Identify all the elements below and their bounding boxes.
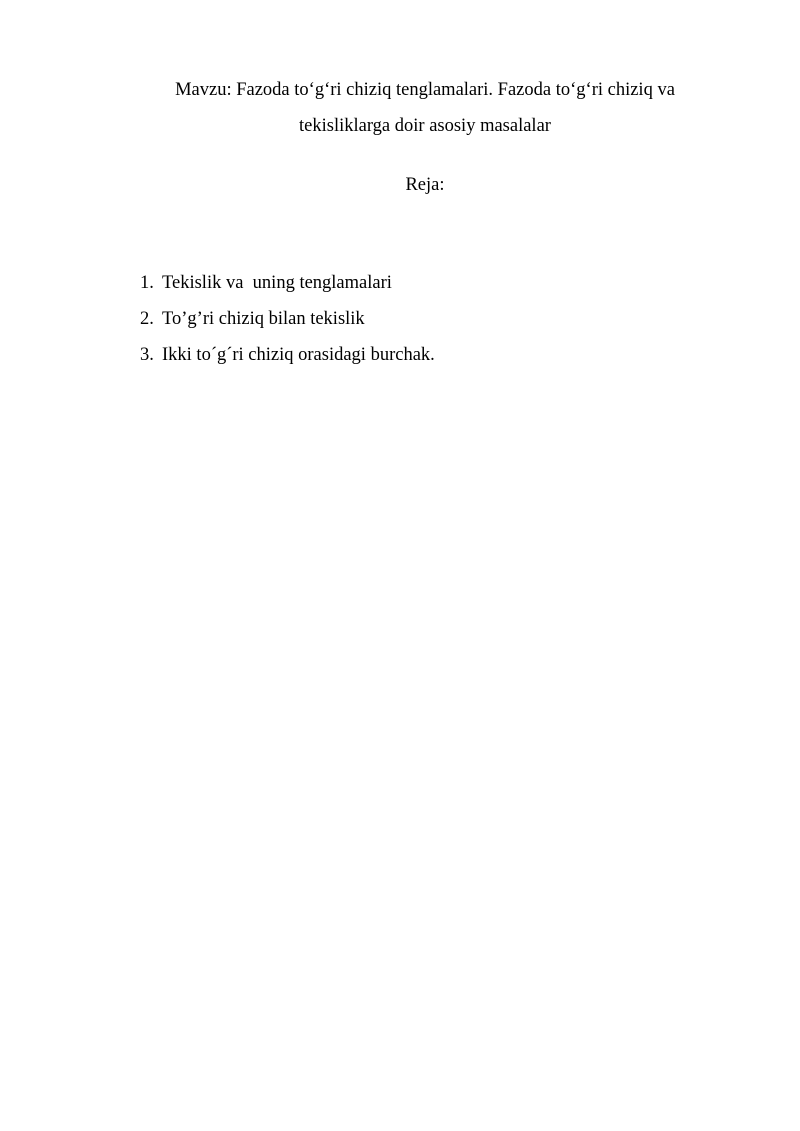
- plan-item-text: To’g’ri chiziq bilan tekislik: [162, 309, 365, 329]
- plan-item-2: [140, 301, 435, 337]
- title-line-1: Mavzu: Fazoda to‘g‘ri chiziq tenglamalari. Fazoda to‘g‘ri chiziq va: [175, 80, 675, 100]
- plan-item-text: Tekislik va uning tenglamalari: [162, 273, 392, 293]
- plan-item-text: Ikki to´g´ri chiziq orasidagi burchak.: [162, 345, 435, 365]
- plan-item-1: [140, 265, 435, 301]
- plan-item-number: 3.: [140, 345, 154, 365]
- plan-item-3: [140, 337, 435, 373]
- plan-list: [140, 265, 435, 373]
- title-line-2: tekisliklarga doir asosiy masalalar: [299, 116, 551, 136]
- page-title: [120, 72, 730, 144]
- plan-item-number: 1.: [140, 273, 154, 293]
- plan-item-number: 2.: [140, 309, 154, 329]
- plan-heading: Reja:: [405, 175, 445, 195]
